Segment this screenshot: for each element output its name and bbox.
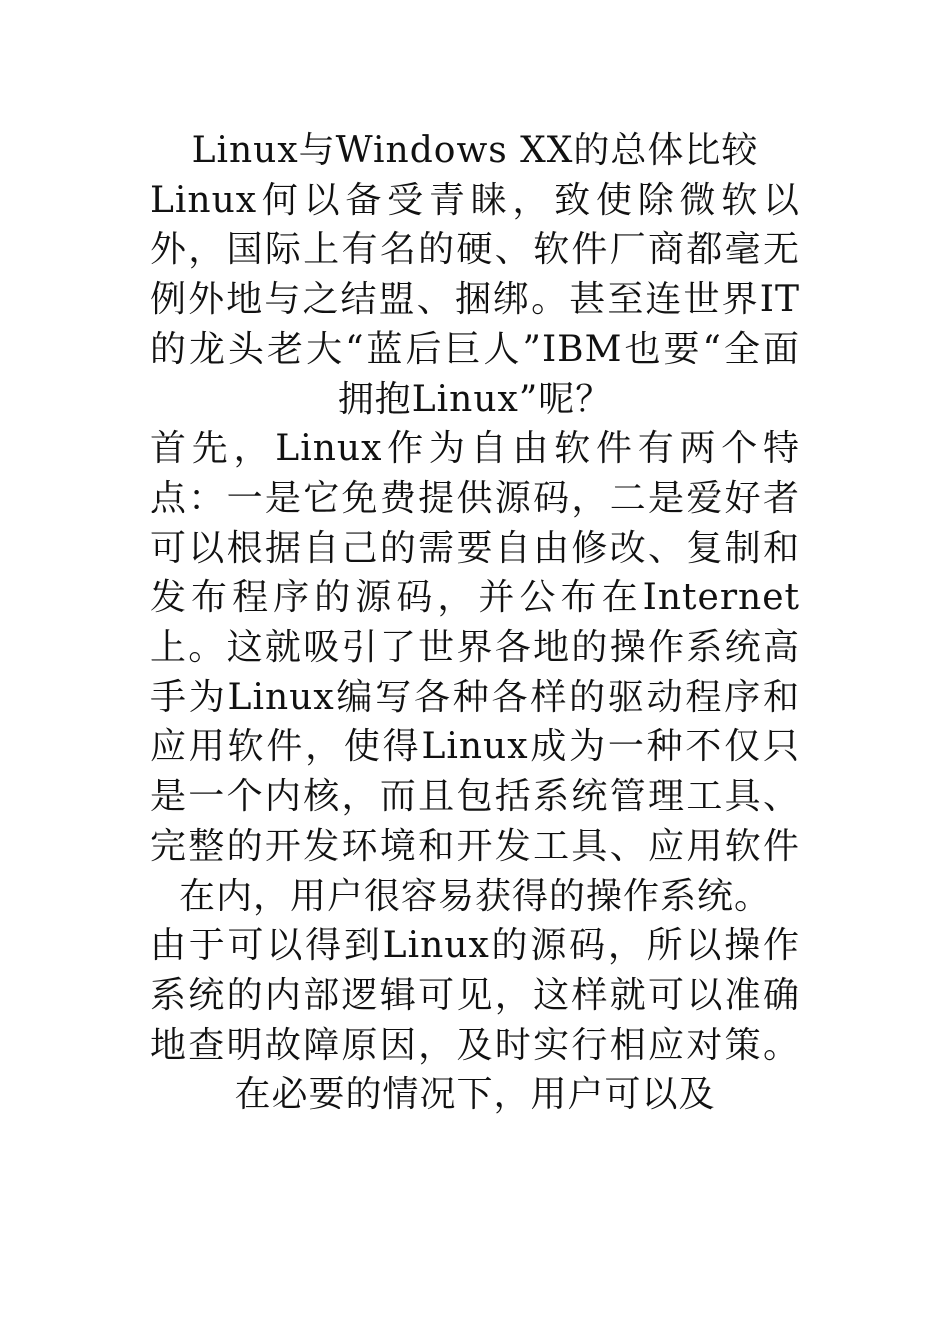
paragraph-1: Linux何以备受青睐，致使除微软以外，国际上有名的硬、软件厂商都毫无例外地与之结盟、捆绑。甚至连世界IT的龙头老大“蓝后巨人”IBM也要“全面拥抱Linux”呢？ <box>150 179 800 420</box>
paragraph-2: 首先，Linux作为自由软件有两个特点：一是它免费提供源码，二是爱好者可以根据自己的需要自由修改、复制和发布程序的源码，并公布在Internet上。这就吸引了世界各地的操作系统高手为Linux编写各种各样的驱动程序和应用软件，使得Linux成为一种不仅只是一个内核，而且包括系统管理工具、完整的开发环境和开发工具、应用软件在内，用户很容易获得的操作系统。 <box>150 428 800 917</box>
paragraph-3: 由于可以得到Linux的源码，所以操作系统的内部逻辑可见，这样就可以准确地查明故障原因，及时实行相应对策。在必要的情况下，用户可以及 <box>150 925 800 1116</box>
document-body <box>150 126 800 1120</box>
document-title: Linux与Windows XX的总体比较 <box>191 130 759 171</box>
